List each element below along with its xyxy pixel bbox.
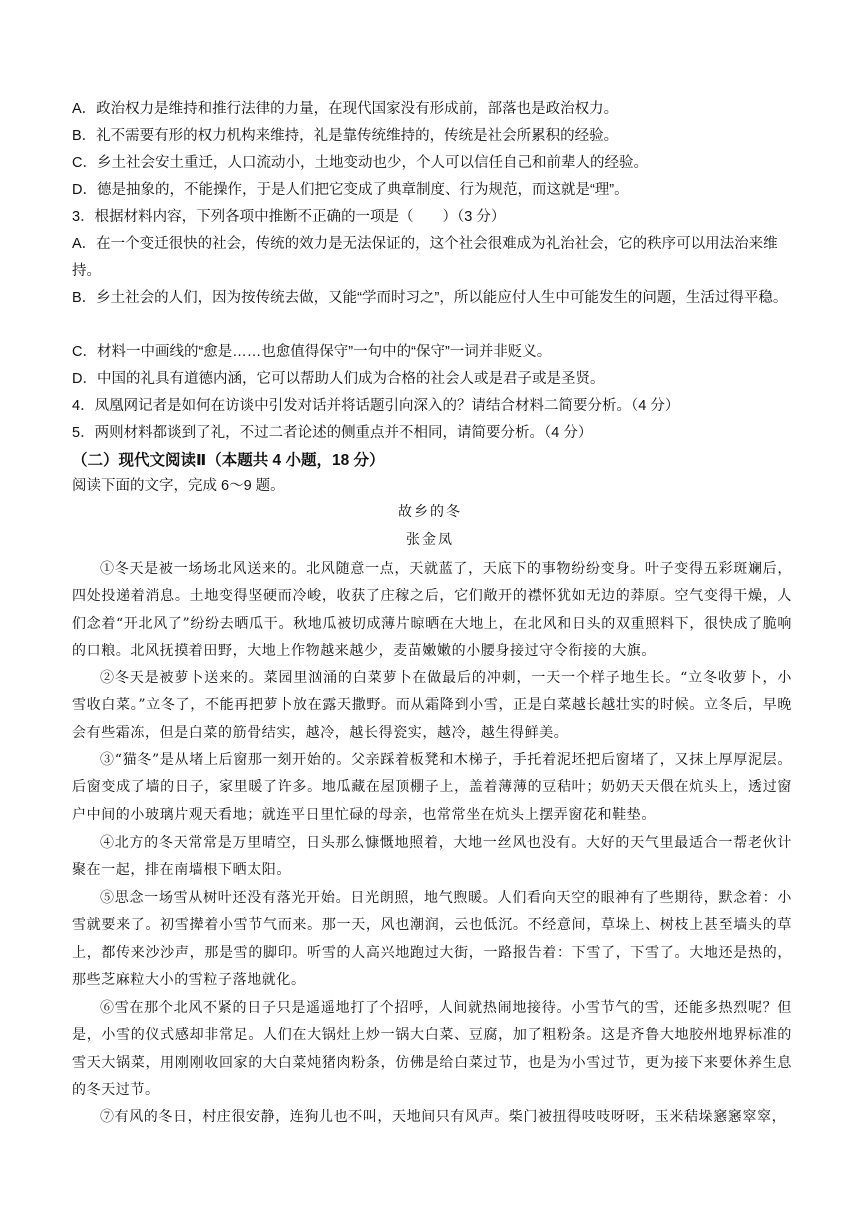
article-author: 张金凤 xyxy=(406,532,454,548)
option-c: C．乡土社会安土重迁，人口流动小，土地变动也少，个人可以信任自己和前辈人的经验。 xyxy=(72,155,648,171)
article-title: 故乡的冬 xyxy=(398,504,462,520)
article-paragraph-2: ②冬天是被萝卜送来的。菜园里汹涌的白菜萝卜在做最后的冲刺，一天一个样子地生长。“立冬收萝卜，小雪收白菜。”立冬了，不能再把萝卜放在露天撒野。而从霜降到小雪，正是白菜越长越壮实的时候。立冬后，早晚会有些霜冻，但是白菜的筋骨结实，越冷，越长得瓷实，越冷，越生得鲜美。 xyxy=(72,670,792,741)
question-4: 4．凤凰网记者是如何在访谈中引发对话并将话题引向深入的？请结合材料二简要分析。（4 分） xyxy=(72,398,680,414)
question-3-option-d: D．中国的礼具有道德内涵，它可以帮助人们成为合格的社会人或是君子或是圣贤。 xyxy=(72,371,605,387)
question-3-option-a: A．在一个变迁很快的社会，传统的效力是无法保证的，这个社会很难成为礼治社会，它的秩序可以用法治来维持。 xyxy=(72,236,778,279)
article-paragraph-6: ⑥雪在那个北风不紧的日子只是遥遥地打了个招呼，人间就热闹地接待。小雪节气的雪，还能多热烈呢？但是，小雪的仪式感却非常足。人们在大锅灶上炒一锅大白菜、豆腐，加了粗粉条。这是齐鲁大地胶州地界标准的雪天大锅菜，用刚刚收回家的大白菜炖猪肉粉条，仿佛是给白菜过节，也是为小雪过节，更为接下来要休养生息的冬天过节。 xyxy=(72,1000,792,1099)
option-b: B．礼不需要有形的权力机构来维持，礼是靠传统维持的，传统是社会所累积的经验。 xyxy=(72,128,619,144)
section-heading: （二）现代文阅读Ⅱ（本题共 4 小题，18 分） xyxy=(72,452,385,469)
question-3-option-c: C．材料一中画线的“愈是……也愈值得保守”一句中的“保守”一词并非贬义。 xyxy=(72,344,552,360)
question-5: 5．两则材料都谈到了礼，不过二者论述的侧重点并不相同，请简要分析。（4 分） xyxy=(72,425,593,441)
section-instruction: 阅读下面的文字，完成 6～9 题。 xyxy=(72,478,285,494)
article-paragraph-3: ③“猫冬”是从堵上后窗那一刻开始的。父亲踩着板凳和木梯子，手托着泥坯把后窗堵了，又抹上厚厚泥层。后窗变成了墙的日子，家里暖了许多。地瓜藏在屋顶棚子上，盖着薄薄的豆秸叶；奶奶天天偎在炕头上，透过窗户中间的小玻璃片观天看地；就连平日里忙碌的母亲，也常常坐在炕头上摆弄窗花和鞋垫。 xyxy=(72,752,792,823)
question-3-option-b: B．乡土社会的人们，因为按传统去做，又能“学而时习之”，所以能应付人生中可能发生的问题，生活过得平稳。 xyxy=(72,290,788,306)
article-paragraph-5: ⑤思念一场雪从树叶还没有落光开始。日光朗照，地气煦暖。人们看向天空的眼神有了些期待，默念着：小雪就要来了。初雪撵着小雪节气而来。那一天，风也潮润，云也低沉。不经意间，草垛上、树枝上甚至墙头的草上，都传来沙沙声，那是雪的脚印。听雪的人高兴地跑过大街，一路报告着：下雪了，下雪了。大地还是热的，那些芝麻粒大小的雪粒子落地就化。 xyxy=(72,890,792,989)
article-paragraph-1: ①冬天是被一场场北风送来的。北风随意一点，天就蓝了，天底下的事物纷纷变身。叶子变得五彩斑斓后，四处投递着消息。土地变得坚硬而冷峻，收获了庄稼之后，它们敞开的襟怀犹如无边的莽原。空气变得干燥，人们念着“开北风了”纷纷去晒瓜干。秋地瓜被切成薄片晾晒在大地上，在北风和日头的双重照料下，很快成了脆响的口粮。北风抚摸着田野，大地上作物越来越少，麦苗嫩嫩的小腰身接过守令衔接的大旗。 xyxy=(72,561,792,660)
article-paragraph-4: ④北方的冬天常常是万里晴空，日头那么慷慨地照着，大地一丝风也没有。大好的天气里最适合一帮老伙计聚在一起，排在南墙根下晒太阳。 xyxy=(72,835,792,879)
question-3-stem: 3．根据材料内容，下列各项中推断不正确的一项是（ ）（3 分） xyxy=(72,209,506,225)
option-a: A．政治权力是维持和推行法律的力量，在现代国家没有形成前，部落也是政治权力。 xyxy=(72,101,619,117)
article-paragraph-7: ⑦有风的冬日，村庄很安静，连狗儿也不叫，天地间只有风声。柴门被扭得吱吱呀呀，玉米秸垛窸窸窣窣， xyxy=(100,1109,787,1125)
option-d: D．德是抽象的，不能操作，于是人们把它变成了典章制度、行为规范，而这就是“理”。 xyxy=(72,182,629,198)
